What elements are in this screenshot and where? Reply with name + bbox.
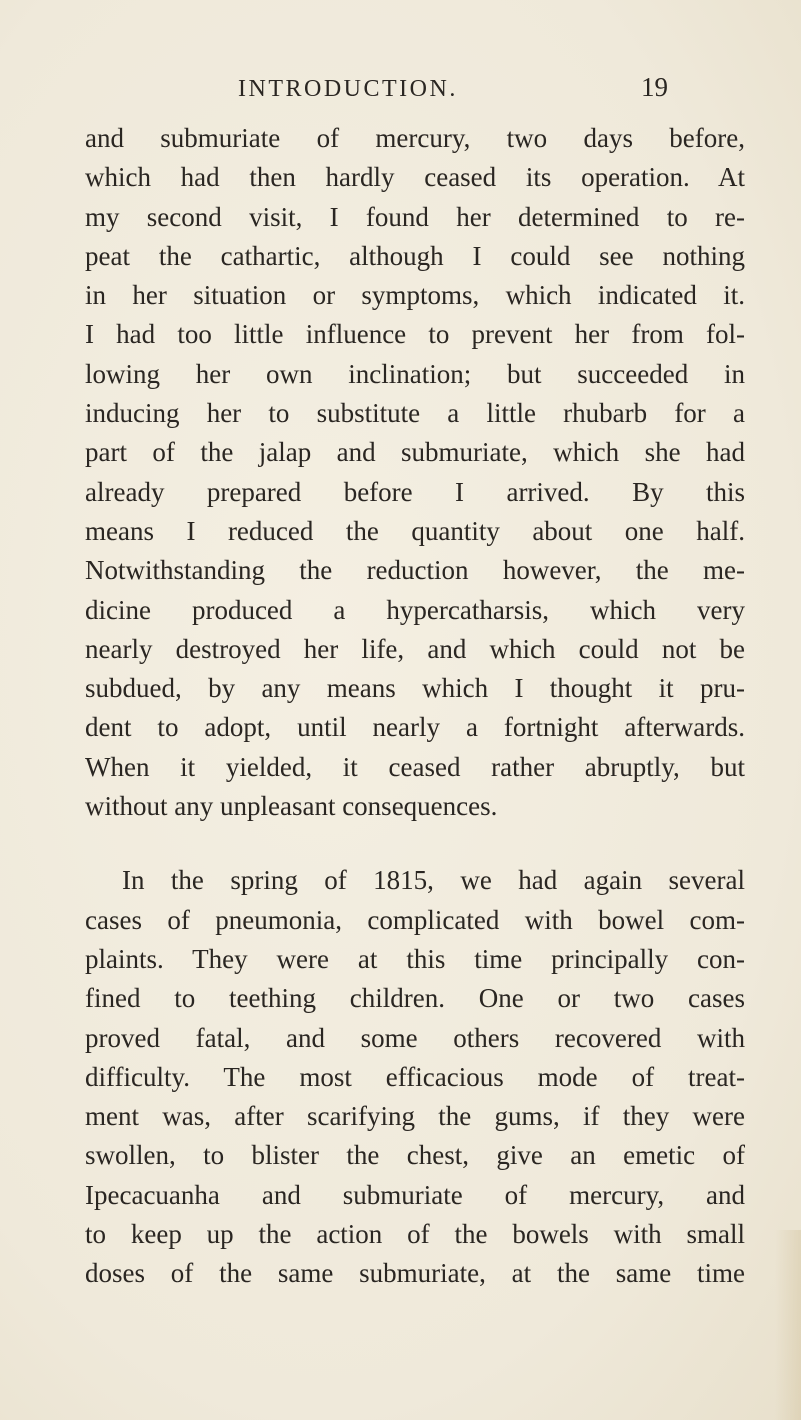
text-line: doses of the same submuriate, at the same time: [85, 1258, 745, 1289]
text-line: without any unpleasant consequences.: [85, 791, 498, 822]
running-title: INTRODUCTION.: [238, 76, 458, 102]
paragraph: [85, 119, 745, 826]
text-line: difficulty. The most efficacious mode of treat-: [85, 1061, 745, 1092]
paragraph: [85, 861, 745, 1293]
text-line: plaints. They were at this time principally con-: [85, 943, 745, 974]
text-line: nearly destroyed her life, and which could not be: [85, 633, 745, 664]
text-line: my second visit, I found her determined to re-: [85, 201, 745, 232]
body-text: [85, 119, 745, 1294]
paragraph-spacer: [85, 826, 745, 861]
running-head: [0, 72, 801, 112]
text-line: already prepared before I arrived. By this: [85, 476, 745, 507]
text-line: I had too little influence to prevent her from fol-: [85, 319, 745, 350]
text-line: Ipecacuanha and submuriate of mercury, and: [85, 1179, 745, 1210]
text-line: and submuriate of mercury, two days before,: [85, 123, 745, 153]
text-line: cases of pneumonia, complicated with bowel com-: [85, 904, 745, 935]
text-line: fined to teething children. One or two cases: [85, 983, 745, 1014]
text-line: inducing her to substitute a little rhubarb for a: [85, 398, 745, 429]
text-line: in her situation or symptoms, which indicated it.: [85, 280, 745, 311]
text-line: means I reduced the quantity about one half.: [85, 515, 745, 546]
text-line: ment was, after scarifying the gums, if they were: [85, 1101, 745, 1132]
page-edge-stain: [775, 1230, 801, 1420]
text-line: When it yielded, it ceased rather abruptly, but: [85, 751, 745, 782]
text-line: dicine produced a hypercatharsis, which very: [85, 594, 745, 625]
text-line: In the spring of 1815, we had again several: [122, 865, 745, 896]
text-line: proved fatal, and some others recovered with: [85, 1022, 745, 1053]
text-line: subdued, by any means which I thought it pru-: [85, 673, 745, 704]
text-line: Notwithstanding the reduction however, the me-: [85, 555, 745, 586]
text-line: peat the cathartic, although I could see nothing: [85, 240, 745, 271]
text-line: part of the jalap and submuriate, which she had: [85, 437, 745, 468]
text-line: lowing her own inclination; but succeeded in: [85, 358, 745, 389]
text-line: swollen, to blister the chest, give an emetic of: [85, 1140, 745, 1171]
text-line: which had then hardly ceased its operation. At: [85, 162, 745, 193]
page-number: 19: [641, 72, 668, 102]
text-line: dent to adopt, until nearly a fortnight afterwards.: [85, 712, 745, 743]
text-line: to keep up the action of the bowels with small: [85, 1219, 745, 1250]
